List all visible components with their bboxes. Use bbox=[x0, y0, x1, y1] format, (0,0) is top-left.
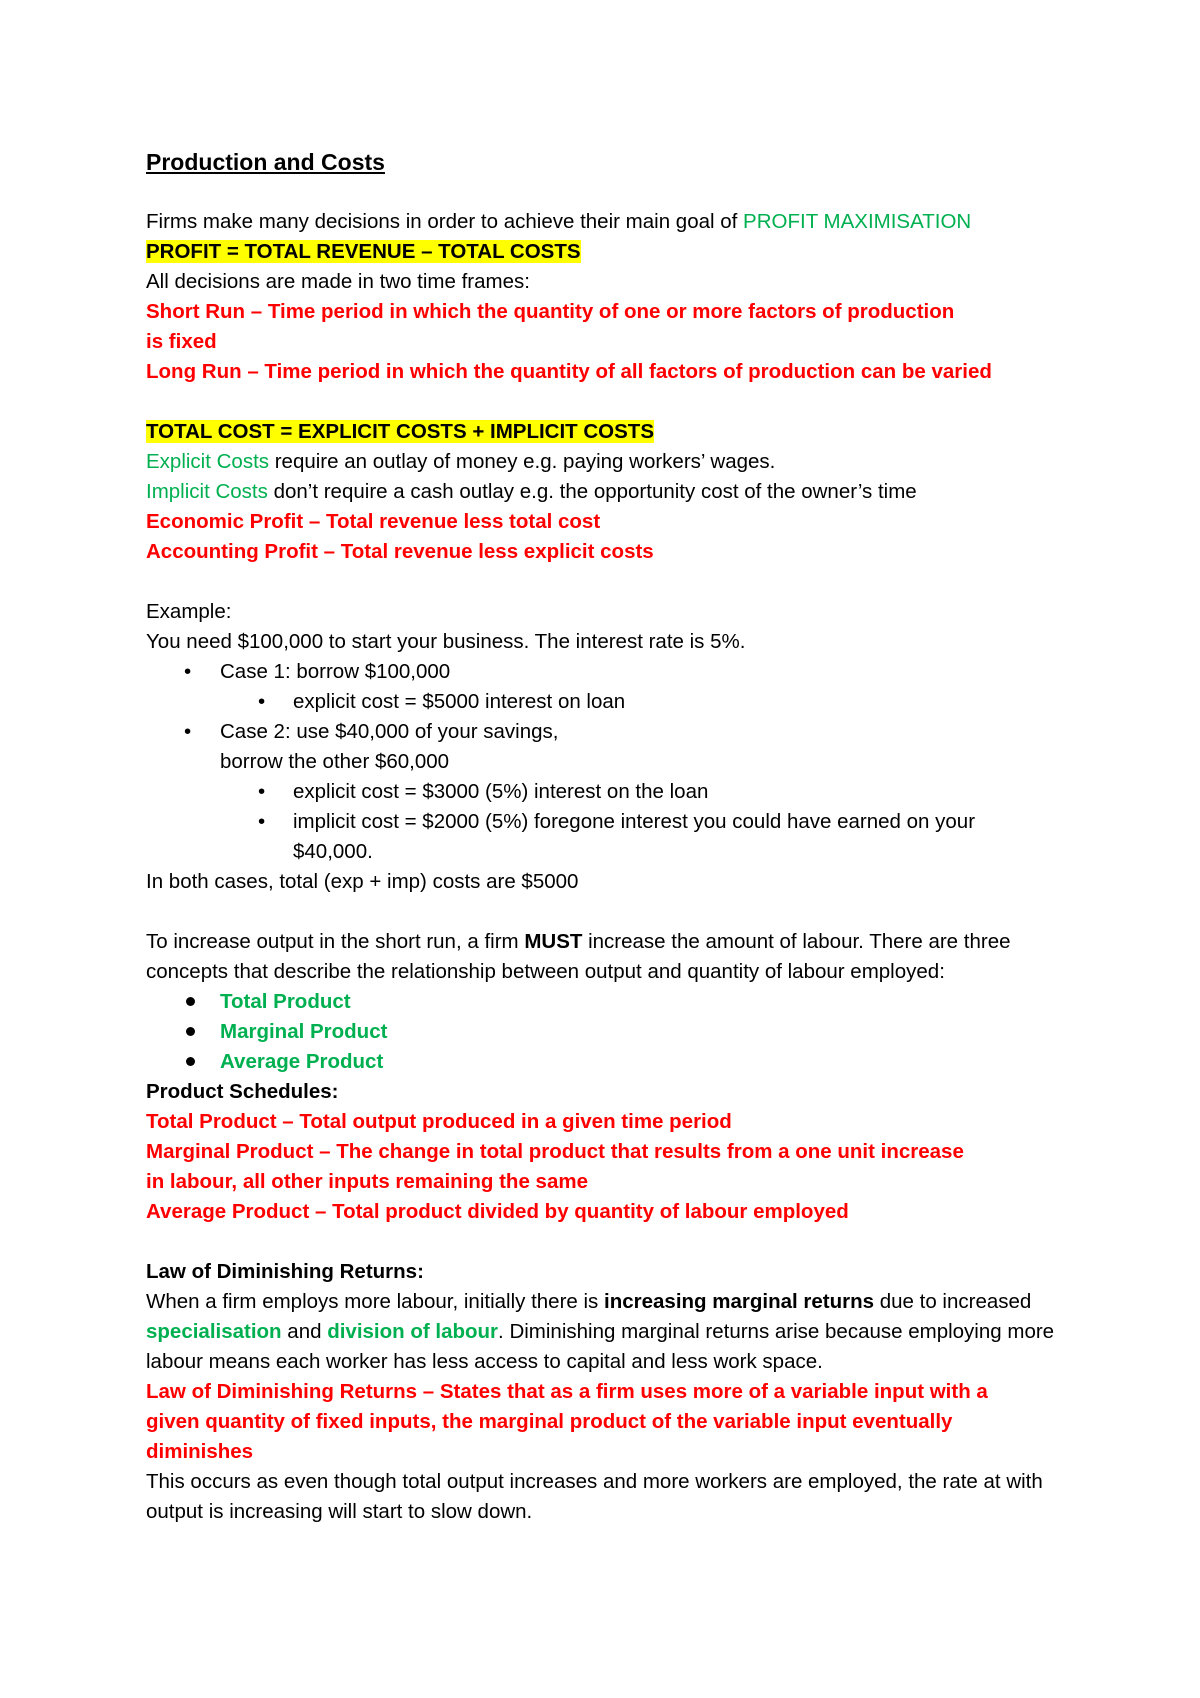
example-setup: You need $100,000 to start your business. The interest rate is 5%. bbox=[146, 630, 746, 653]
accounting-profit-definition: Accounting Profit – Total revenue less explicit costs bbox=[146, 540, 654, 563]
output-text-before: To increase output in the short run, a firm bbox=[146, 930, 525, 953]
profit-goal: PROFIT MAXIMISATION bbox=[743, 210, 972, 233]
diminishing-text-b: due to increased bbox=[874, 1290, 1032, 1313]
spacer bbox=[146, 897, 1066, 927]
diminishing-paragraph bbox=[146, 1287, 1066, 1377]
timeframes-text: All decisions are made in two time frames: bbox=[146, 270, 530, 293]
spacer bbox=[146, 567, 1066, 597]
case-2-implicit-item: • implicit cost = $2000 (5%) foregone interest you could have earned on your bbox=[146, 807, 1066, 837]
economic-profit-definition: Economic Profit – Total revenue less total cost bbox=[146, 510, 601, 533]
case-2-implicit-continuation: $40,000. bbox=[293, 840, 373, 863]
product-schedules-heading: Product Schedules: bbox=[146, 1080, 339, 1103]
spacer bbox=[146, 387, 1066, 417]
implicit-costs-text: don’t require a cash outlay e.g. the opportunity cost of the owner’s time bbox=[267, 480, 917, 503]
explicit-costs-term: Explicit Costs bbox=[146, 450, 270, 473]
diminishing-text-c: and bbox=[281, 1320, 328, 1343]
example-conclusion: In both cases, total (exp + imp) costs are $5000 bbox=[146, 870, 579, 893]
concept-marginal-product: Marginal Product bbox=[146, 1017, 1066, 1047]
specialisation-term: specialisation bbox=[146, 1320, 282, 1343]
total-cost-formula: TOTAL COST = EXPLICIT COSTS + IMPLICIT COSTS bbox=[146, 420, 654, 443]
intro-text: Firms make many decisions in order to achieve their main goal of bbox=[146, 210, 744, 233]
case-1-item: • Case 1: borrow $100,000 bbox=[146, 657, 1066, 687]
explicit-costs-text: require an outlay of money e.g. paying workers’ wages. bbox=[269, 450, 776, 473]
marginal-product-definition: Marginal Product – The change in total product that results from a one unit increase in labour, all other inputs remaining the same bbox=[146, 1140, 964, 1193]
long-run-definition: Long Run – Time period in which the quantity of all factors of production can be varied bbox=[146, 360, 992, 383]
short-run-definition: Short Run – Time period in which the quantity of one or more factors of production is fixed bbox=[146, 300, 955, 353]
case-1-explicit-item: • explicit cost = $5000 interest on loan bbox=[146, 687, 1066, 717]
output-text-after: increase the amount of labour. There are three concepts that describe the relationship between output and quantity of labour employed: bbox=[146, 930, 1011, 983]
case-2-continuation: borrow the other $60,000 bbox=[220, 750, 450, 773]
concept-average-product: Average Product bbox=[146, 1047, 1066, 1077]
diminishing-returns-heading: Law of Diminishing Returns: bbox=[146, 1260, 424, 1283]
diminishing-text-d: . Diminishing marginal returns arise because employing more labour means each worker has less access to capital and less work space. bbox=[146, 1320, 1055, 1373]
division-of-labour-term: division of labour bbox=[327, 1320, 499, 1343]
case-2-item: • Case 2: use $40,000 of your savings, bbox=[146, 717, 1066, 747]
total-product-definition: Total Product – Total output produced in a given time period bbox=[146, 1110, 732, 1133]
intro-paragraph bbox=[146, 207, 1066, 237]
implicit-costs-line bbox=[146, 477, 1066, 507]
example-heading: Example: bbox=[146, 600, 232, 623]
document-body bbox=[146, 147, 1066, 1527]
concept-total-product: Total Product bbox=[146, 987, 1066, 1017]
output-paragraph bbox=[146, 927, 1066, 987]
page-title: Production and Costs bbox=[146, 149, 385, 175]
law-definition: Law of Diminishing Returns – States that as a firm uses more of a variable input with a given quantity of fixed inputs, the marginal product of the variable input eventually diminishes bbox=[146, 1380, 988, 1463]
diminishing-text-a: When a firm employs more labour, initially there is bbox=[146, 1290, 605, 1313]
must-emphasis: MUST bbox=[524, 930, 583, 953]
implicit-costs-term: Implicit Costs bbox=[146, 480, 268, 503]
increasing-returns-emphasis: increasing marginal returns bbox=[604, 1290, 875, 1313]
profit-formula: PROFIT = TOTAL REVENUE – TOTAL COSTS bbox=[146, 240, 581, 263]
case-2-explicit-item: • explicit cost = $3000 (5%) interest on the loan bbox=[146, 777, 1066, 807]
average-product-definition: Average Product – Total product divided by quantity of labour employed bbox=[146, 1200, 849, 1223]
diminishing-conclusion: This occurs as even though total output increases and more workers are employed, the rate at with output is increasing will start to slow down. bbox=[146, 1470, 1043, 1523]
spacer bbox=[146, 1227, 1066, 1257]
explicit-costs-line bbox=[146, 447, 1066, 477]
